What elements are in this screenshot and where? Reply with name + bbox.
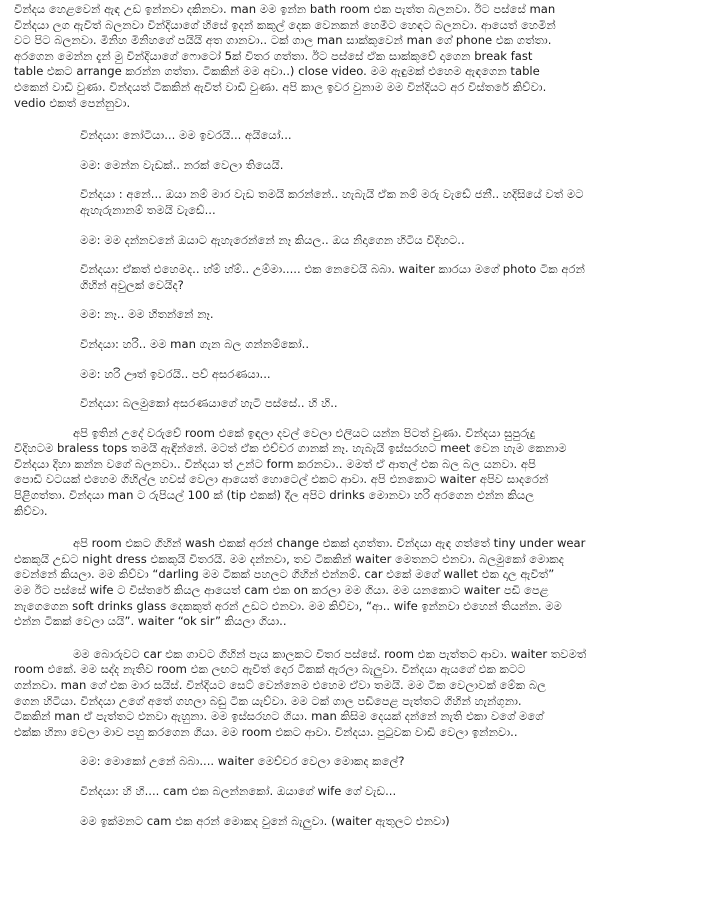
text-line: මම: මම දන්නවනේ ඔයාට ඇහැරෙන්නේ නෑ කියල.. ඔය නිදාගෙන හිටිය විදිහට.. (80, 232, 465, 247)
paragraph-gap (14, 770, 695, 784)
narrative-paragraph (14, 647, 695, 741)
text-line: මම: මෙන්න වැඩක්.. නරක් වෙලා තියෙයි. (80, 157, 284, 172)
paragraph-gap (14, 173, 695, 187)
text-line: එක්ක හිනා වෙලා මාව පහු කරගෙන ගියා. මම room එකට ආවා. වින්දයා. පුටුවක වාඩි වෙලා ඉන්නවා.. (14, 724, 518, 739)
paragraph-gap (14, 382, 695, 396)
text-line: ගිහින් අවුලක් වෙයිද? (80, 277, 184, 292)
paragraph-gap (14, 293, 695, 307)
text-line: වින්දය හෙළවෙන් ඇඳ උඩ ඉන්නවා දකිනවා. man මම ඉන්න bath room එක පැත්ත බලනවා. ඊට පස්සේ man (14, 2, 556, 16)
narrative-paragraph (14, 536, 695, 630)
paragraph-gap (14, 144, 695, 158)
text-line: විදිහටම braless tops තමයි ඇඳින්නේ. මටත් ඒක එච්චර ගානක් නෑ. හැබැයි ඉස්සරහට meet වෙන හැම කෙනාම (14, 441, 567, 456)
text-line: නැගෙගෙන soft drinks glass දෙකකුත් අරන් උඩට එනවා. මම කිව්වා, “ආ.. wife ඉන්නවා එහෙන් තියන්න. මම (14, 598, 562, 613)
narrative-paragraph (14, 426, 695, 520)
text-line: මම: මොකෝ උනේ බබා.... waiter මෙච්චර වෙලා මොකද කලේ? (80, 754, 405, 769)
dialogue-paragraph (14, 262, 695, 293)
dialogue-paragraph (14, 396, 695, 412)
dialogue-paragraph (14, 337, 695, 353)
dialogue-paragraph (14, 754, 695, 770)
dialogue-paragraph (14, 367, 695, 383)
text-line: වින්දයා: ඒකත් එහෙමද.. හ්ම් හ්ම්.. උම්මා..... එක නෙවෙයි බබා. waiter කාරයා මගේ photo ටික අරන් (80, 262, 585, 277)
text-line: ඇහැරුනානම් තමයි වැඩේ... (80, 202, 216, 217)
paragraph-gap (14, 630, 695, 647)
text-line: එකකුයි උඩට night dress එකකුයි විතරයි. මම දන්නවා, තව ටිකකින් waiter මෙතනට එනවා. බලමුකෝ මොකද (14, 551, 564, 566)
dialogue-paragraph (14, 187, 695, 218)
paragraph-gap (14, 111, 695, 128)
text-line: වින්දයා : අනේ... ඔයා නම් මාර වැඩ තමයි කරන්නේ.. හැබැයි ඒක නම් මරු වැඩේ ජනී.. හදිසියේ වත් මට (80, 187, 584, 202)
text-line: වින්දයා ලග ඇවිත් බලනවා වින්දියාගේ හිසේ ඉදන් කකුල් දෙක වෙනකන් හෙමීට හෙඳට බලනවා. ආයෙත් හෙමින් (14, 17, 556, 32)
dialogue-paragraph (14, 307, 695, 323)
text-line: table එකට arrange කරන්න ගත්තා. ටිකකින් මම අවා..) close video. මම ඇඳුමක් එහෙම ඇඳගෙන table (14, 64, 540, 79)
paragraph-gap (14, 519, 695, 536)
paragraph-gap (14, 412, 695, 426)
dialogue-paragraph (14, 158, 695, 174)
text-line: පොඩි වටයක් එහෙම ගිහිල්ල හවස් වෙලා ආයෙත් හොටෙල් එකට ආවා. අපි එනකොට waiter අපිව සාදරෙන් (14, 472, 549, 487)
dialogue-paragraph (14, 128, 695, 144)
text-line: වින්දයා: හි හි.... cam එක බලන්නකෝ. ඔයාගේ wife ගේ වැඩ... (80, 783, 397, 798)
text-line: මම ඉක්මනට cam එක අරන් මොකද වුනේ බැලුවා. (waiter ඇතුලට එනවා) (80, 813, 450, 828)
text-line: අපි ඉතින් උදේ වරුවේ room එකේ ඉඳලා දවල් වෙලා එලියට යන්න පිටත් වුණා. වින්දයා සුපුරුදු (14, 425, 536, 440)
text-line: එන්න ටිකක් වෙලා යයි”. waiter “ok sir” කියලා ගියා.. (14, 614, 287, 629)
text-line: මම: හරි ඌත් ඉවරයි.. පව් අසරණයා... (80, 366, 271, 381)
text-line: එකෙන් වාඩි වුණා. වින්දයත් ටිකකින් ඇවිත් වාඩි වුණා. අපි කාල ඉවර වුනාම මම වින්දියට අර විස්තරේ කිව්වා. (14, 79, 547, 94)
text-line: වින්දයා දිහා කන්න වගේ බලනවා.. වින්දයා ත් උන්ට form කරනවා.. මමත් ඒ ආතල් එක බල බල යනවා. අපි (14, 456, 536, 471)
text-line: වින්දයා: හරි.. මම man ගැන බල ගන්නම්කෝ.. (80, 336, 310, 351)
text-line: මම බොරුවට car එක ගාවට ගිහින් පැය කාලකට විතර පස්සේ. room එක පැත්තට ආවා. waiter තවමත් (14, 646, 587, 661)
text-line: ටිකකින් man ඒ පැත්තට එනවා ඇහුනා. මම ඉස්සරහට ගියා. man කිසිම දෙයක් දන්නේ නැති එකා වගේ මගේ (14, 709, 544, 724)
text-line: වෙන්නේ කියලා. මම කිව්වා “darling මම ටිකක් පහලට ගිහින් එන්නම්. car එකේ මගේ wallet එක දාල ඇවිත්” (14, 567, 555, 582)
text-line: ගන්නවා. man ගේ එක මාර සයිස්. වින්දියට සෙට් වෙන්නෙම එහෙම ඒවා තමයි. මම ටික වෙලාවක් මේක බල (14, 678, 547, 692)
paragraph-gap (14, 248, 695, 262)
text-line: room එකේ. මම සද්ද නැතිව room එක ලඟට ඇවිත් දොර ටිකක් ඇරලා බැලුවා. වින්දයා ඇයගේ එක කටට (14, 662, 526, 677)
paragraph-gap (14, 740, 695, 754)
dialogue-paragraph (14, 814, 695, 830)
text-line: වට පිට බලනවා. මිනිහ මිනිහගේ පයියි අත ගානවා.. ටක් ගාල man සාක්කුවෙන් man ගේ phone එක ගත්තා. (14, 33, 552, 48)
text-line: මම ඊට පස්සේ wife ට විස්තරේ කියල ආයෙත් cam එක on කරලා මම ගියා. මම යනකොට waiter පඩි පෙළ (14, 583, 549, 598)
paragraph-gap (14, 800, 695, 814)
dialogue-paragraph (14, 784, 695, 800)
text-line: වින්දයා: නෝටියා... මම ඉවරයි... අයියෝ... (80, 128, 292, 143)
paragraph-gap (14, 219, 695, 233)
text-line: vedio එකත් පෙන්නුවා. (14, 95, 131, 110)
dialogue-paragraph (14, 233, 695, 249)
text-line: කිව්වා. (14, 503, 48, 518)
text-line: පිළිගත්තා. වින්දයා man ට රුපියල් 100 ක් (tip එකක්) දීල අපිට drinks මොනවා හරි අරගෙන එන්න කියල (14, 488, 535, 503)
text-line: අපි room එකට ගිහින් wash එකක් අරන් change එකක් දාගත්තා. වින්දයා ඇඳ ගත්තේ tiny under wear (14, 536, 586, 551)
paragraph-gap (14, 323, 695, 337)
text-line: වින්දයා: බලමුකෝ අසරණයාගේ හැටි පස්සේ.. හි හි.. (80, 396, 338, 411)
narrative-paragraph (14, 2, 695, 111)
text-line: මම: නෑ.. මම හිතන්නේ නෑ. (80, 307, 214, 322)
text-line: ගෙන හිටියා. වින්දයා උගේ අතේ ගහලා බඩු ටික යැව්වා. මම ටක් ගාල පඩිපෙළ පැත්තට ගිහින් හැන්ගුනා. (14, 693, 522, 708)
paragraph-gap (14, 353, 695, 367)
text-line: අරගෙන මෙන්න දැන් මු වින්දියාගේ ෆොටෝ 5ක් විතර ගත්තා. ඊට පස්සේ ඒක සාක්කුවේ දාගෙන break fast (14, 48, 533, 63)
